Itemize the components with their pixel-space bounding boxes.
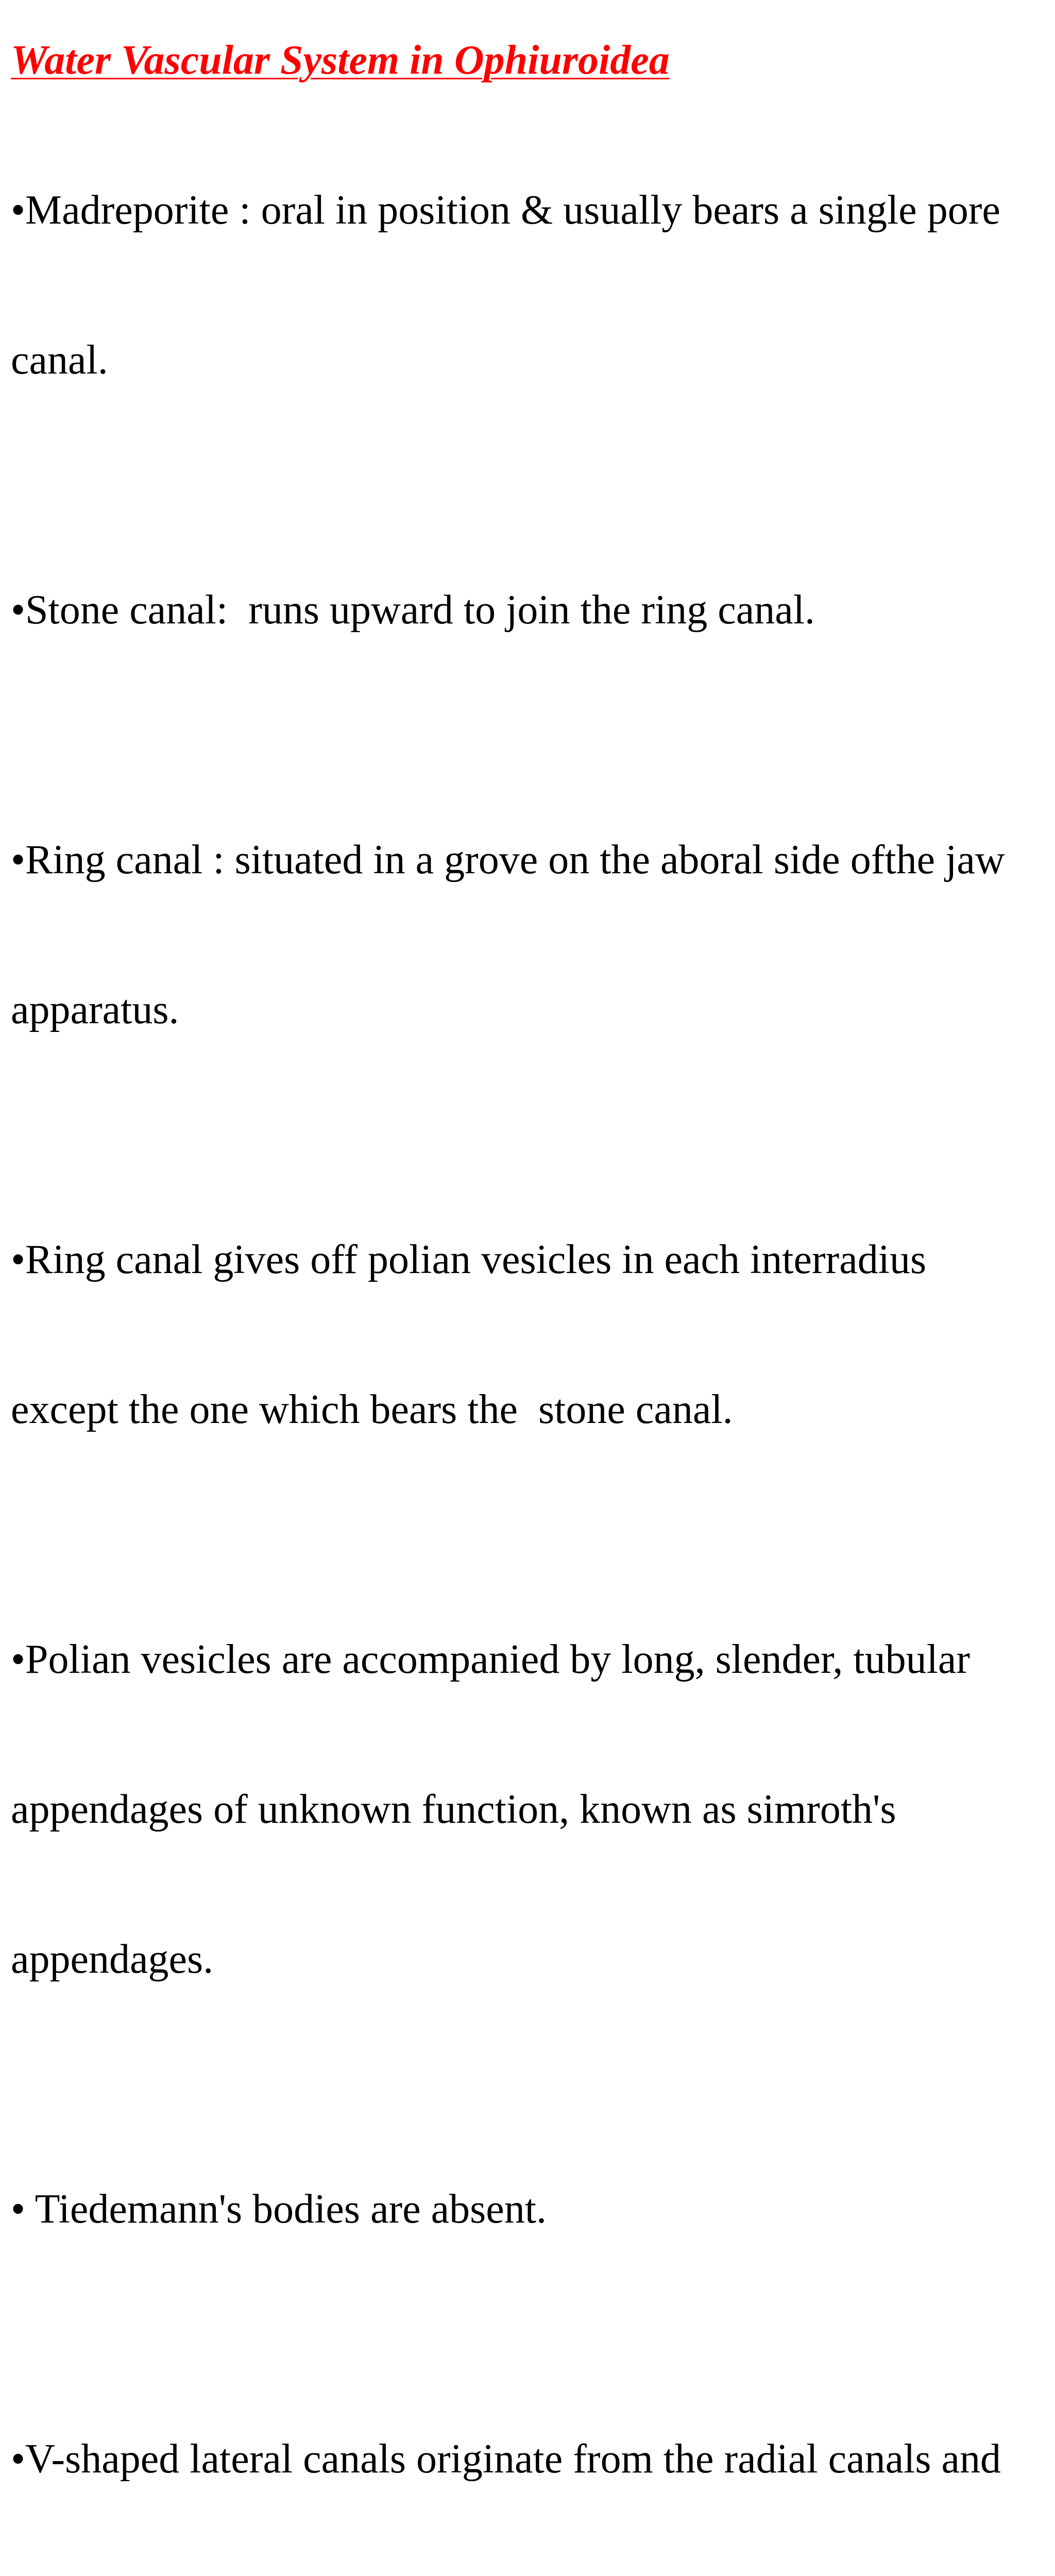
bullet-item [11, 1135, 1041, 1535]
bullet-line: •Ring canal gives off polian vesicles in each interradius [11, 1237, 927, 1282]
slide-content [11, 35, 1041, 2576]
bullet-line: appendages. [11, 1937, 214, 1982]
bullet-line: • Tiedemann's bodies are absent. [11, 2187, 547, 2232]
bullet-line: canal. [11, 337, 108, 383]
bullet-item [11, 2084, 1041, 2334]
bullet-list [11, 86, 1041, 2576]
bullet-item [11, 86, 1041, 485]
bullet-line: •Madreporite : oral in position & usually bears a single pore [11, 188, 1000, 233]
bullet-line: appendages of unknown function, known as simroth's [11, 1787, 896, 1832]
bullet-line: •V-shaped lateral canals originate from the radial canals and [11, 2436, 1001, 2482]
bullet-item [11, 2334, 1041, 2576]
bullet-item [11, 735, 1041, 1135]
bullet-item [11, 1535, 1041, 2084]
bullet-line: •Ring canal : situated in a grove on the aboral side ofthe jaw [11, 837, 1005, 883]
bullet-line: apparatus. [11, 987, 179, 1032]
bullet-item [11, 485, 1041, 735]
bullet-line: except the one which bears the stone canal. [11, 1387, 733, 1432]
bullet-line: •Polian vesicles are accompanied by long, slender, tubular [11, 1637, 970, 1682]
bullet-line: •Stone canal: runs upward to join the ring canal. [11, 587, 815, 633]
slide-title: Water Vascular System in Ophiuroidea [11, 38, 670, 83]
